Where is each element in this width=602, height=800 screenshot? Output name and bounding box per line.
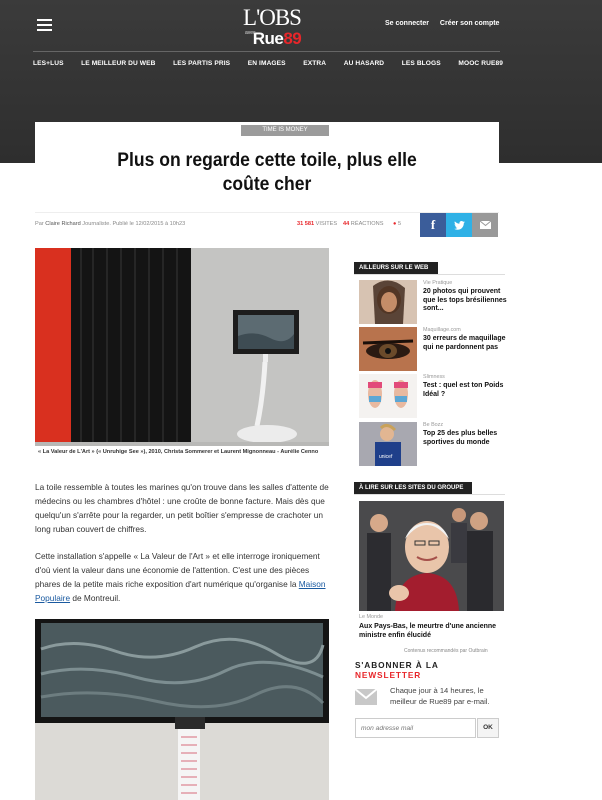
article-meta bbox=[35, 212, 499, 237]
article-main-image bbox=[35, 248, 329, 446]
login-link[interactable]: Se connecter bbox=[385, 20, 429, 27]
image-caption: « La Valeur de L'Art » (« Unruhige See »), 2010, Christa Sommerer et Laurent Mignonneau - Aurélie Cenno bbox=[38, 449, 319, 455]
nav-item-au-hasard[interactable]: AU HASARD bbox=[343, 60, 385, 67]
main-nav bbox=[33, 60, 503, 67]
outbrain-credit[interactable]: Contenus recommandés par Outbrain bbox=[404, 648, 488, 654]
ailleurs-thumb bbox=[359, 280, 417, 324]
ailleurs-thumb bbox=[359, 374, 417, 418]
ailleurs-divider bbox=[354, 274, 505, 275]
groupe-heading: À LIRE SUR LES SITES DU GROUPE bbox=[354, 482, 472, 494]
logo-rue89: Rue89 bbox=[252, 29, 302, 48]
nav-item-extra[interactable]: EXTRA bbox=[303, 60, 327, 67]
nav-item-les-plus-lus[interactable]: LES+LUS bbox=[33, 60, 64, 67]
ailleurs-heading: AILLEURS SUR LE WEB bbox=[354, 262, 438, 274]
article-header bbox=[35, 122, 499, 239]
article-title: Plus on regarde cette toile, plus elle coûte cher bbox=[117, 149, 417, 195]
byline: Par Claire Richard Journaliste. Publié le 12/02/2015 à 10h23 bbox=[35, 221, 186, 227]
nav-item-en-images[interactable]: EN IMAGES bbox=[247, 60, 286, 67]
newsletter-title: S'ABONNER À LA NEWSLETTER bbox=[355, 660, 439, 680]
ailleurs-item[interactable]: unicef Be Bozz Top 25 des plus belles sportives du monde bbox=[359, 422, 505, 468]
nav-divider bbox=[33, 51, 500, 52]
facebook-share-button[interactable] bbox=[420, 213, 446, 237]
signup-link[interactable]: Créer son compte bbox=[439, 20, 500, 27]
article-tag[interactable]: TIME IS MONEY bbox=[241, 125, 329, 136]
groupe-headline[interactable]: Aux Pays-Bas, le meurtre d'une ancienne ministre enfin élucidé bbox=[359, 623, 497, 639]
nav-item-mooc[interactable]: MOOC RUE89 bbox=[458, 60, 503, 67]
groupe-image[interactable] bbox=[359, 501, 504, 611]
envelope-icon bbox=[355, 689, 377, 705]
twitter-icon bbox=[454, 221, 465, 230]
facebook-icon: f bbox=[430, 217, 436, 232]
ailleurs-thumb bbox=[359, 327, 417, 371]
article-paragraph-2: Cette installation s'appelle « La Valeur de l'Art » et elle interroge ironiquement d'où vient la valeur dans une économie de l'attention. C'est une des pièces phares de la petite mais riche exposition d'art numérique qu'organise la Maison Populaire de Montreuil. bbox=[35, 551, 326, 603]
newsletter-submit-button[interactable]: OK bbox=[477, 718, 499, 738]
nav-item-partis-pris[interactable]: LES PARTIS PRIS bbox=[173, 60, 231, 67]
menu-icon[interactable] bbox=[37, 19, 52, 32]
newsletter-email-input[interactable] bbox=[355, 718, 476, 738]
email-share-button[interactable] bbox=[472, 213, 498, 237]
score-badge: ● 5 bbox=[393, 221, 402, 227]
groupe-source: Le Monde bbox=[359, 614, 383, 620]
visits-count: 31 581 VISITES bbox=[297, 221, 338, 227]
groupe-divider bbox=[354, 494, 505, 495]
nav-item-meilleur-du-web[interactable]: LE MEILLEUR DU WEB bbox=[81, 60, 156, 67]
ailleurs-thumb bbox=[359, 422, 417, 466]
newsletter-description: Chaque jour à 14 heures, le meilleur de Rue89 par e-mail. bbox=[390, 686, 490, 706]
site-logo[interactable] bbox=[232, 6, 312, 54]
svg-text:unicef: unicef bbox=[379, 454, 393, 460]
article-paragraph-1: La toile ressemble à toutes les marines qu'on trouve dans les salles d'attente de médecins ou les chambres d'hôtel : une croûte de bonne facture. Mais dès que quelqu'un s'arrête pour la regarder, un petit boîtier s'empresse de crachoter un long ruban couvert de chiffres. bbox=[35, 482, 329, 534]
ailleurs-item[interactable]: Slimness Test : quel est ton Poids Idéal ? bbox=[359, 374, 505, 420]
author-link[interactable]: Claire Richard bbox=[45, 221, 81, 227]
reactions-count[interactable]: 44 RÉACTIONS bbox=[343, 221, 384, 227]
maison-populaire-link[interactable]: Maison Populaire bbox=[35, 579, 326, 603]
twitter-share-button[interactable] bbox=[446, 213, 472, 237]
article-second-image bbox=[35, 619, 329, 800]
logo-avec: avec bbox=[245, 30, 256, 36]
nav-item-les-blogs[interactable]: LES BLOGS bbox=[401, 60, 441, 67]
ailleurs-item[interactable]: Vie Pratique 20 photos qui prouvent que les tops brésiliennes sont... bbox=[359, 280, 505, 326]
mail-icon bbox=[480, 221, 491, 229]
logo-obs: L'OBS bbox=[243, 5, 301, 30]
ailleurs-item[interactable]: Maquillage.com 30 erreurs de maquillage qui ne pardonnent pas bbox=[359, 327, 505, 373]
account-links bbox=[385, 20, 508, 27]
